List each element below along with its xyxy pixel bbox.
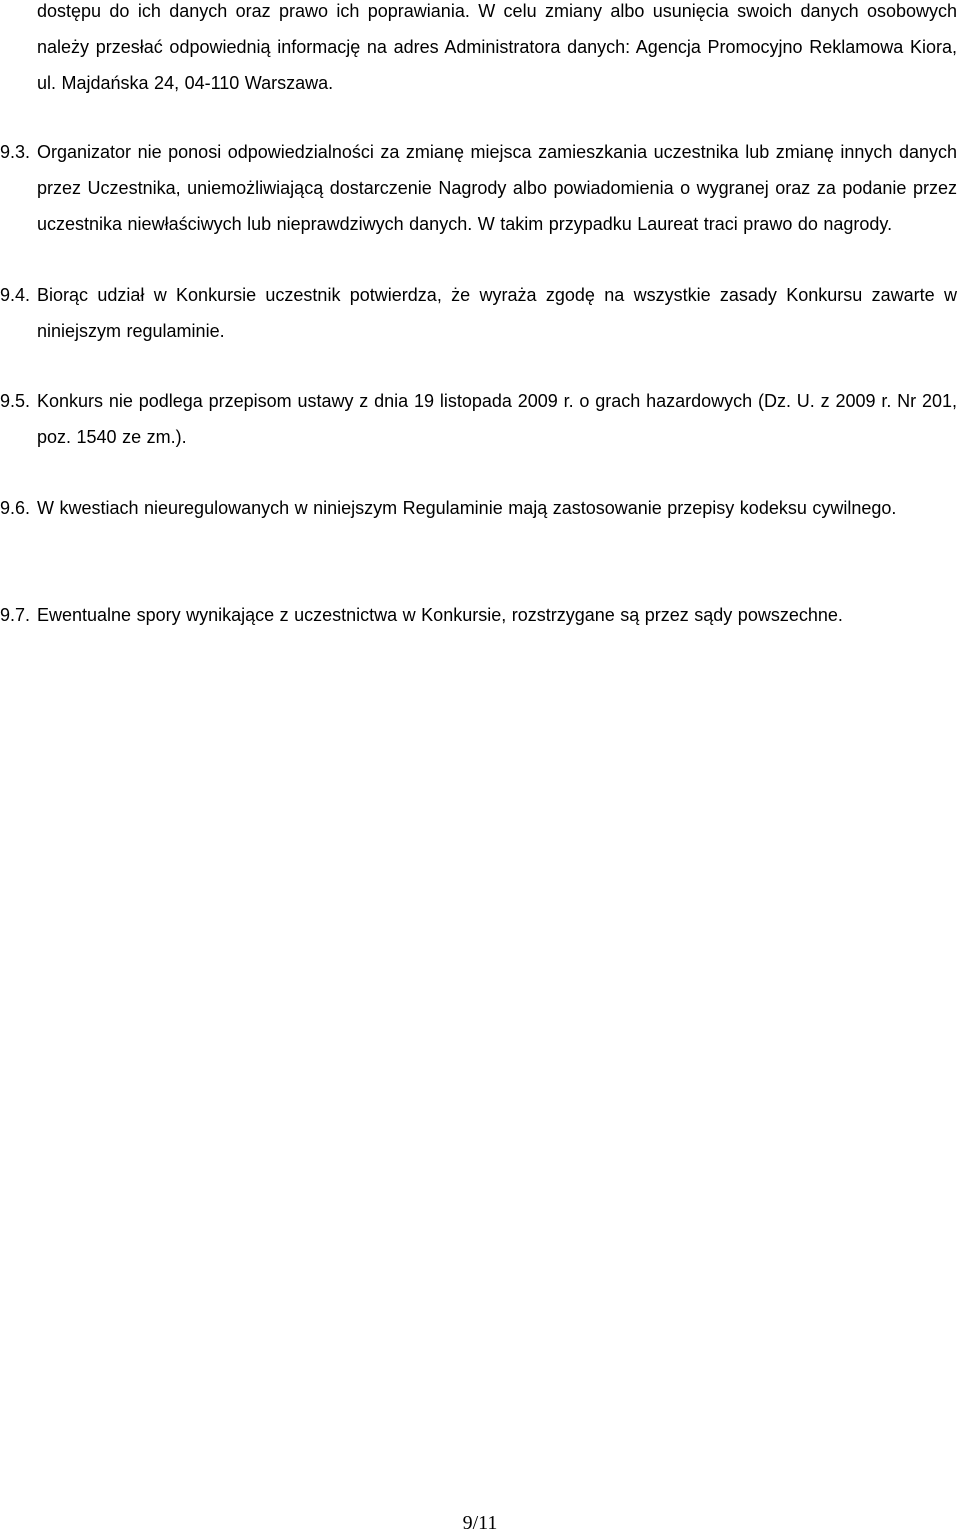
section-text: Ewentualne spory wynikające z uczestnictwa w Konkursie, rozstrzygane są przez sądy powszechne. — [37, 605, 843, 625]
section-number: 9.3. — [0, 142, 31, 162]
page-number: 9/11 — [462, 1512, 498, 1534]
section-9-4 — [0, 277, 957, 349]
section-text: Biorąc udział w Konkursie uczestnik potwierdza, że wyraża zgodę na wszystkie zasady Konkursu zawarte w niniejszym regulaminie. — [37, 285, 957, 341]
section-number: 9.6. — [0, 498, 31, 518]
section-text: Konkurs nie podlega przepisom ustawy z dnia 19 listopada 2009 r. o grach hazardowych (Dz. U. z 2009 r. Nr 201, poz. 1540 ze zm.). — [37, 391, 957, 447]
section-number: 9.7. — [0, 605, 31, 625]
paragraph-text: dostępu do ich danych oraz prawo ich poprawiania. W celu zmiany albo usunięcia swoich danych osobowych należy przesłać odpowiednią informację na adres Administratora danych: Agencja Promocyjno Reklamowa Kiora, ul. Majdańska 24, 04-110 Warszawa. — [37, 1, 957, 93]
section-9-6 — [0, 490, 957, 526]
paragraph-intro-continuation — [37, 0, 957, 101]
section-text: W kwestiach nieuregulowanych w niniejszym Regulaminie mają zastosowanie przepisy kodeksu cywilnego. — [37, 498, 897, 518]
section-number: 9.5. — [0, 391, 31, 411]
section-text: Organizator nie ponosi odpowiedzialności za zmianę miejsca zamieszkania uczestnika lub zmianę innych danych przez Uczestnika, uniemożliwiającą dostarczenie Nagrody albo powiadomienia o wygranej oraz za podanie przez uczestnika niewłaściwych lub nieprawdziwych danych. W takim przypadku Laureat traci prawo do nagrody. — [37, 142, 957, 234]
section-number: 9.4. — [0, 285, 31, 305]
section-9-3 — [0, 134, 957, 242]
section-9-5 — [0, 383, 957, 455]
section-9-7 — [0, 597, 957, 633]
